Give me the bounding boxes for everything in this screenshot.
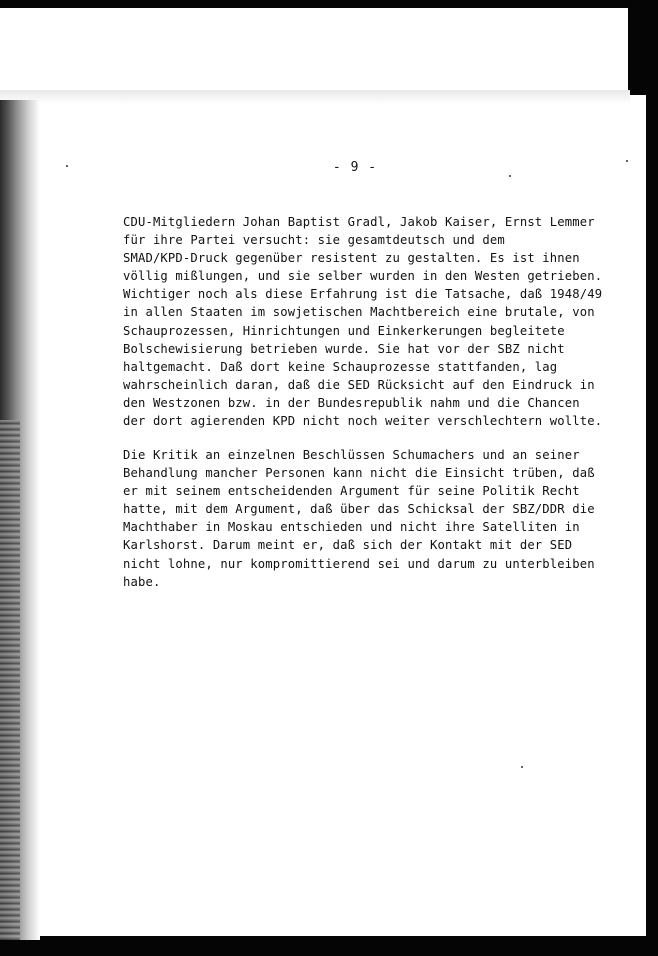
text-line: SMAD/KPD-Druck gegenüber resistent zu gestalten. Es ist ihnen (123, 251, 580, 266)
text-line: wahrscheinlich daran, daß die SED Rücksicht auf den Eindruck in (123, 377, 595, 392)
scan-speck (626, 160, 628, 162)
paragraph-2 (123, 446, 593, 591)
text-line: hatte, mit dem Argument, daß über das Schicksal der SBZ/DDR die (123, 502, 595, 517)
paragraph-1 (123, 213, 603, 430)
page-top-fold (0, 90, 630, 104)
text-line: haltgemacht. Daß dort keine Schauprozesse stattfanden, lag (123, 359, 558, 374)
text-line: der dort agierenden KPD nicht noch weiter verschlechtern wollte. (123, 414, 603, 429)
scan-speck (66, 165, 68, 167)
scanner-border-bottom (0, 936, 658, 956)
text-line: er mit seinem entscheidenden Argument für seine Politik Recht (123, 484, 580, 499)
text-line: den Westzonen bzw. in der Bundesrepublik nahm und die Chancen (123, 395, 580, 410)
text-line: Schauprozessen, Hinrichtungen und Einkerkerungen begleitete (123, 323, 565, 338)
scanner-border-right (646, 0, 658, 956)
scanner-border-top (0, 0, 658, 8)
text-line: nicht lohne, nur kompromittierend sei und darum zu unterbleiben (123, 556, 595, 571)
text-line: völlig mißlungen, und sie selber wurden in den Westen getrieben. (123, 269, 603, 284)
text-line: Die Kritik an einzelnen Beschlüssen Schumachers und an seiner (123, 448, 580, 462)
text-line: Behandlung mancher Personen kann nicht die Einsicht trüben, daß (123, 466, 595, 481)
text-line: Karlshorst. Darum meint er, daß sich der Kontakt mit der SED (123, 538, 573, 553)
text-line: in allen Staaten im sowjetischen Machtbereich eine brutale, von (123, 305, 595, 320)
scan-speck (509, 175, 511, 177)
text-line: Wichtiger noch als diese Erfahrung ist die Tatsache, daß 1948/49 (123, 287, 603, 302)
text-line: CDU-Mitgliedern Johan Baptist Gradl, Jakob Kaiser, Ernst Lemmer (123, 215, 595, 229)
scan-speck (521, 766, 523, 768)
page-left-edge-noise (0, 420, 20, 940)
text-line: für ihre Partei versucht: sie gesamtdeutsch und dem (123, 233, 505, 248)
text-line: Bolschewisierung betrieben wurde. Sie hat vor der SBZ nicht (123, 341, 565, 356)
text-line: habe. (123, 574, 161, 589)
text-line: Machthaber in Moskau entschieden und nicht ihre Satelliten in (123, 520, 580, 535)
page-number: - 9 - (332, 160, 378, 175)
